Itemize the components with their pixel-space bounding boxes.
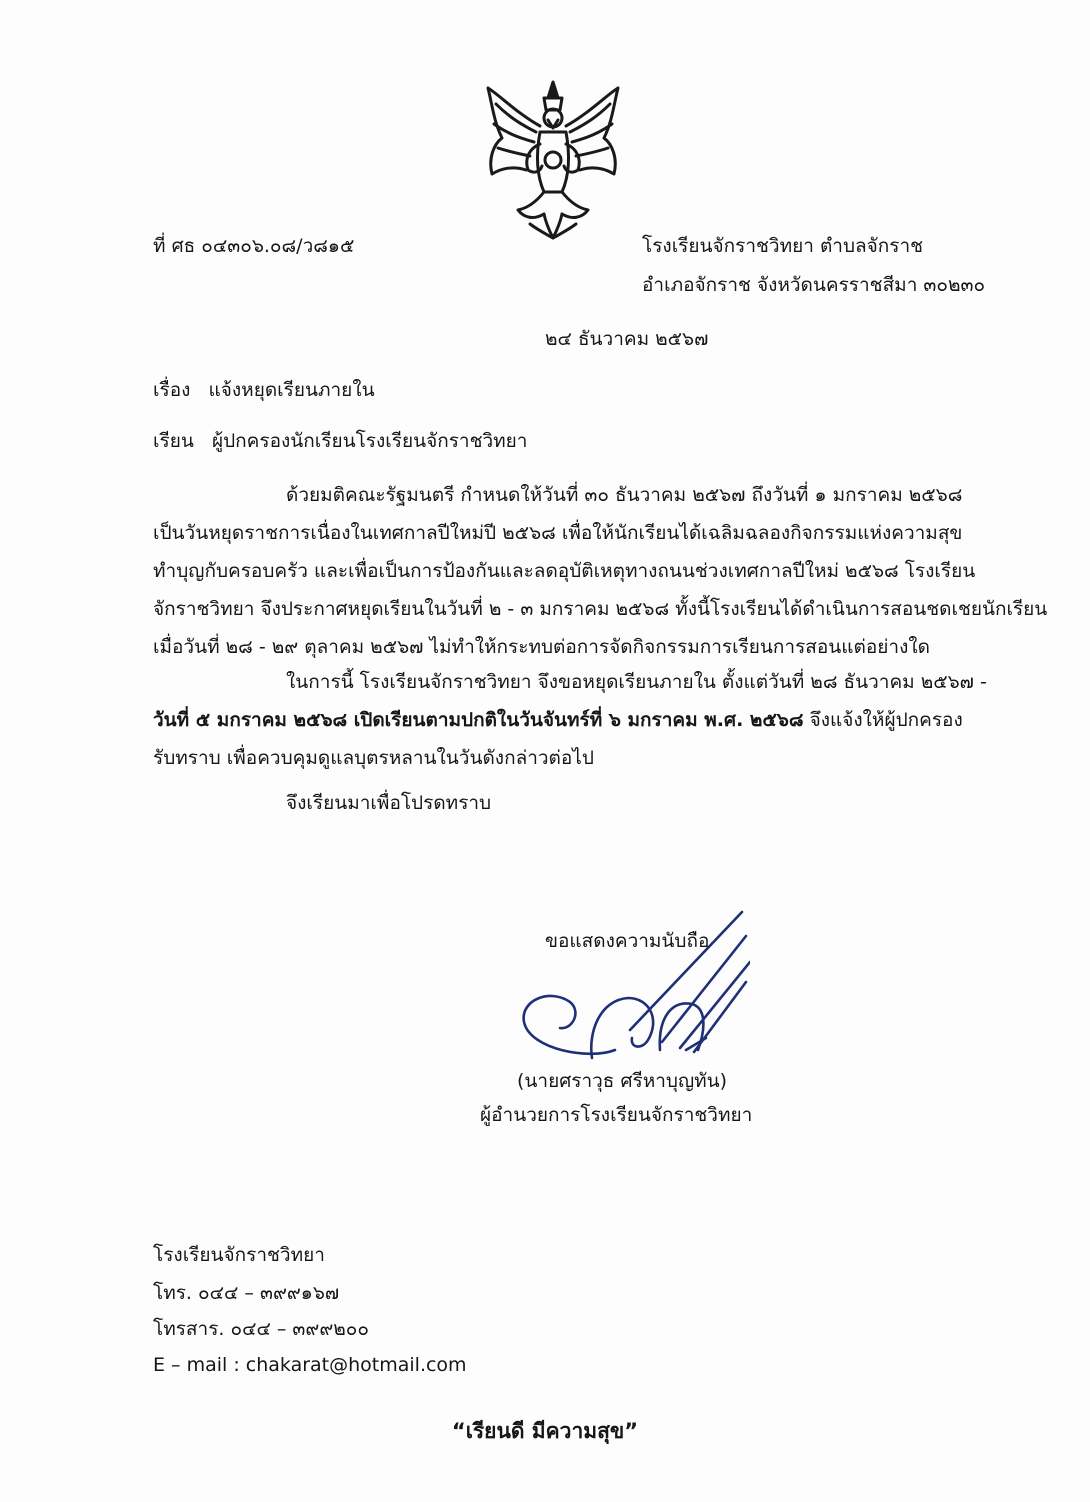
subject-text: แจ้งหยุดเรียนภายใน — [208, 379, 375, 401]
closing-request: จึงเรียนมาเพื่อโปรดทราบ — [286, 792, 492, 814]
sender-address-line-1: โรงเรียนจักราชวิทยา ตำบลจักราช — [642, 235, 924, 257]
reopen-date-emphasis: วันที่ ๕ มกราคม ๒๕๖๘ เปิดเรียนตามปกติในวันจันทร์ที่ ๖ มกราคม พ.ศ. ๒๕๖๘ — [153, 709, 804, 731]
body-line: เมื่อวันที่ ๒๘ - ๒๙ ตุลาคม ๒๕๖๗ ไม่ทำให้กระทบต่อการจัดกิจกรรมการเรียนการสอนแต่อย่างใด — [153, 636, 930, 658]
body-line: จักราชวิทยา จึงประกาศหยุดเรียนในวันที่ ๒ - ๓ มกราคม ๒๕๖๘ ทั้งนี้โรงเรียนได้ดำเนินการสอนชดเชยนักเรียน — [153, 598, 1048, 620]
body-line-with-emphasis — [153, 701, 1005, 739]
body-line: ด้วยมติคณะรัฐมนตรี กำหนดให้วันที่ ๓๐ ธันวาคม ๒๕๖๗ ถึงวันที่ ๑ มกราคม ๒๕๖๘ — [286, 484, 963, 506]
subject-line — [153, 377, 375, 403]
recipient-line — [153, 428, 527, 454]
reference-number: ที่ ศธ ๐๔๓๐๖.๐๘/ว๘๑๕ — [153, 235, 355, 257]
body-paragraph-2 — [153, 663, 1005, 777]
subject-label: เรื่อง — [153, 379, 191, 401]
recipient-text: ผู้ปกครองนักเรียนโรงเรียนจักราชวิทยา — [211, 430, 528, 452]
body-line: เป็นวันหยุดราชการเนื่องในเทศกาลปีใหม่ปี ๒๕๖๘ เพื่อให้นักเรียนได้เฉลิมฉลองกิจกรรมแห่งความสุข — [153, 522, 963, 544]
footer-phone: โทร. ๐๔๔ – ๓๙๙๑๖๗ — [153, 1282, 340, 1304]
body-line: ในการนี้ โรงเรียนจักราชวิทยา จึงขอหยุดเรียนภายใน ตั้งแต่วันที่ ๒๘ ธันวาคม ๒๕๖๗ - — [286, 671, 987, 693]
body-line: ทำบุญกับครอบครัว และเพื่อเป็นการป้องกันและลดอุบัติเหตุทางถนนช่วงเทศกาลปีใหม่ ๒๕๖๘ โรงเรียน — [153, 560, 976, 582]
body-paragraph-1 — [153, 476, 1048, 666]
sender-address-line-2: อำเภอจักราช จังหวัดนครราชสีมา ๓๐๒๓๐ — [642, 274, 986, 296]
letter-date: ๒๔ ธันวาคม ๒๕๖๗ — [545, 328, 709, 350]
garuda-emblem-icon — [478, 74, 628, 244]
recipient-label: เรียน — [153, 430, 194, 452]
body-line: รับทราบ เพื่อควบคุมดูแลบุตรหลานในวันดังกล่าวต่อไป — [153, 747, 594, 769]
salutation: ขอแสดงความนับถือ — [545, 930, 710, 952]
signatory-position: ผู้อำนวยการโรงเรียนจักราชวิทยา — [480, 1104, 753, 1126]
handwritten-signature — [510, 900, 750, 1075]
school-slogan: “เรียนดี มีความสุข” — [451, 1419, 639, 1443]
signatory-name: (นายศราวุธ ศรีหาบุญทัน) — [517, 1070, 728, 1092]
footer-school-name: โรงเรียนจักราชวิทยา — [153, 1244, 325, 1266]
footer-email: E – mail : chakarat@hotmail.com — [153, 1354, 467, 1376]
body-line-rest: จึงแจ้งให้ผู้ปกครอง — [803, 709, 963, 731]
footer-fax: โทรสาร. ๐๔๔ – ๓๙๙๒๐๐ — [153, 1318, 369, 1340]
